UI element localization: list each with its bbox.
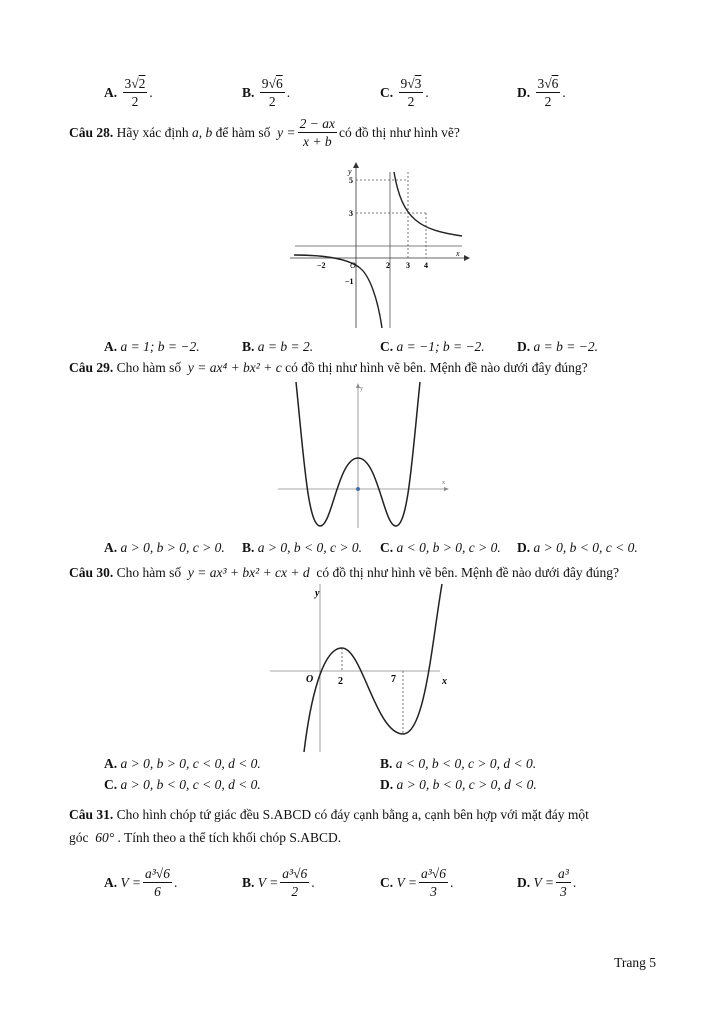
q31-option-d: D. V = $\frac{\text{a³}}{3}$ .	[517, 866, 577, 899]
q28-label: Câu 28.	[69, 124, 114, 140]
q29-stem: Câu 29. Cho hàm số y = ax⁴ + bx² + c có đồ thị như hình vẽ bên. Mệnh đề nào dưới đây đúng?	[69, 360, 588, 375]
q30-label: Câu 30.	[69, 565, 114, 580]
q29-option-c: C. a < 0, b > 0, c > 0.	[380, 540, 501, 555]
svg-text:O: O	[306, 674, 314, 685]
q31-stem-line2: góc 60° . Tính theo a thể tích khối chóp S.ABCD.	[69, 830, 342, 845]
q29-quartic-graph	[278, 380, 450, 530]
q30-stem: Câu 30. Cho hàm số y = ax³ + bx² + cx + d có đồ thị như hình vẽ bên. Mệnh đề nào dưới đây đúng?	[69, 565, 619, 580]
q29-label: Câu 29.	[69, 360, 114, 375]
q30-curve	[304, 584, 442, 752]
q30-option-b: B. a < 0, b < 0, c > 0, d < 0.	[380, 756, 537, 771]
svg-text:x: x	[442, 676, 447, 687]
q27-option-b: B. $\frac{9√6}{2}$ .	[242, 76, 291, 109]
q28-stem: Câu 28. Hãy xác định a, b để hàm số y = $\frac{2 - ax}{x + b}$ có đồ thị như hình vẽ?	[69, 116, 460, 149]
q29-option-d: D. a > 0, b < 0, c < 0.	[517, 540, 638, 555]
q27-option-c: C. $\frac{9√3}{2}$ .	[380, 76, 429, 109]
svg-text:5: 5	[349, 176, 353, 185]
q28-option-a: A. a = 1; b = −2.	[104, 339, 200, 354]
q27-option-c-fraction: $\frac{9√3}{2}$	[400, 76, 422, 109]
q30-cubic-graph	[270, 582, 462, 754]
svg-text:x: x	[456, 249, 460, 258]
q30-option-a: A. a > 0, b > 0, c < 0, d < 0.	[104, 756, 261, 771]
q28-right-branch	[394, 172, 462, 236]
q28-option-c: C. a = −1; b = −2.	[380, 339, 485, 354]
svg-text:4: 4	[424, 261, 428, 270]
q28-option-d: D. a = b = −2.	[517, 339, 598, 354]
svg-text:7: 7	[391, 674, 396, 685]
svg-text:−1: −1	[345, 277, 354, 286]
svg-text:x: x	[442, 480, 445, 486]
q27-option-a-fraction: $\frac{3√2}{2}$	[124, 76, 146, 109]
svg-text:y: y	[360, 386, 363, 392]
q31-label: Câu 31.	[69, 807, 114, 822]
q27-option-b-fraction: $\frac{9√6}{2}$	[261, 76, 283, 109]
svg-text:−2: −2	[317, 261, 326, 270]
q31-option-b: B. V = $\frac{\text{a³√6}}{2}$ .	[242, 866, 315, 899]
svg-text:3: 3	[406, 261, 410, 270]
svg-text:3: 3	[349, 209, 353, 218]
q28-function-fraction: $\frac{2 - ax}{x + b}$	[299, 116, 335, 149]
q31-option-a: A. V = $\frac{\text{a³√6}}{6}$ .	[104, 866, 178, 899]
q31-option-c: C. V = $\frac{\text{a³√6}}{3}$ .	[380, 866, 454, 899]
svg-text:y: y	[315, 588, 320, 599]
q27-option-a: A. $\frac{3√2}{2}$ .	[104, 76, 153, 109]
q29-option-a: A. a > 0, b > 0, c > 0.	[104, 540, 225, 555]
q28-hyperbola-graph	[290, 160, 470, 330]
svg-text:y: y	[348, 167, 352, 176]
q28-left-branch	[294, 255, 382, 328]
q29-option-b: B. a > 0, b < 0, c > 0.	[242, 540, 362, 555]
q27-option-d: D. $\frac{3√6}{2}$ .	[517, 76, 566, 109]
svg-text:O: O	[350, 261, 356, 270]
q30-option-d: D. a > 0, b < 0, c > 0, d < 0.	[380, 777, 537, 792]
q30-option-c: C. a > 0, b < 0, c < 0, d < 0.	[104, 777, 261, 792]
svg-text:2: 2	[386, 261, 390, 270]
q31-stem-line1: Câu 31. Cho hình chóp tứ giác đều S.ABCD có đáy cạnh bằng a, cạnh bên hợp với mặt đáy một	[69, 807, 589, 822]
q27-option-d-fraction: $\frac{3√6}{2}$	[537, 76, 559, 109]
page-number: Trang 5	[614, 955, 656, 970]
svg-text:2: 2	[338, 676, 343, 687]
q28-option-b: B. a = b = 2.	[242, 339, 314, 354]
